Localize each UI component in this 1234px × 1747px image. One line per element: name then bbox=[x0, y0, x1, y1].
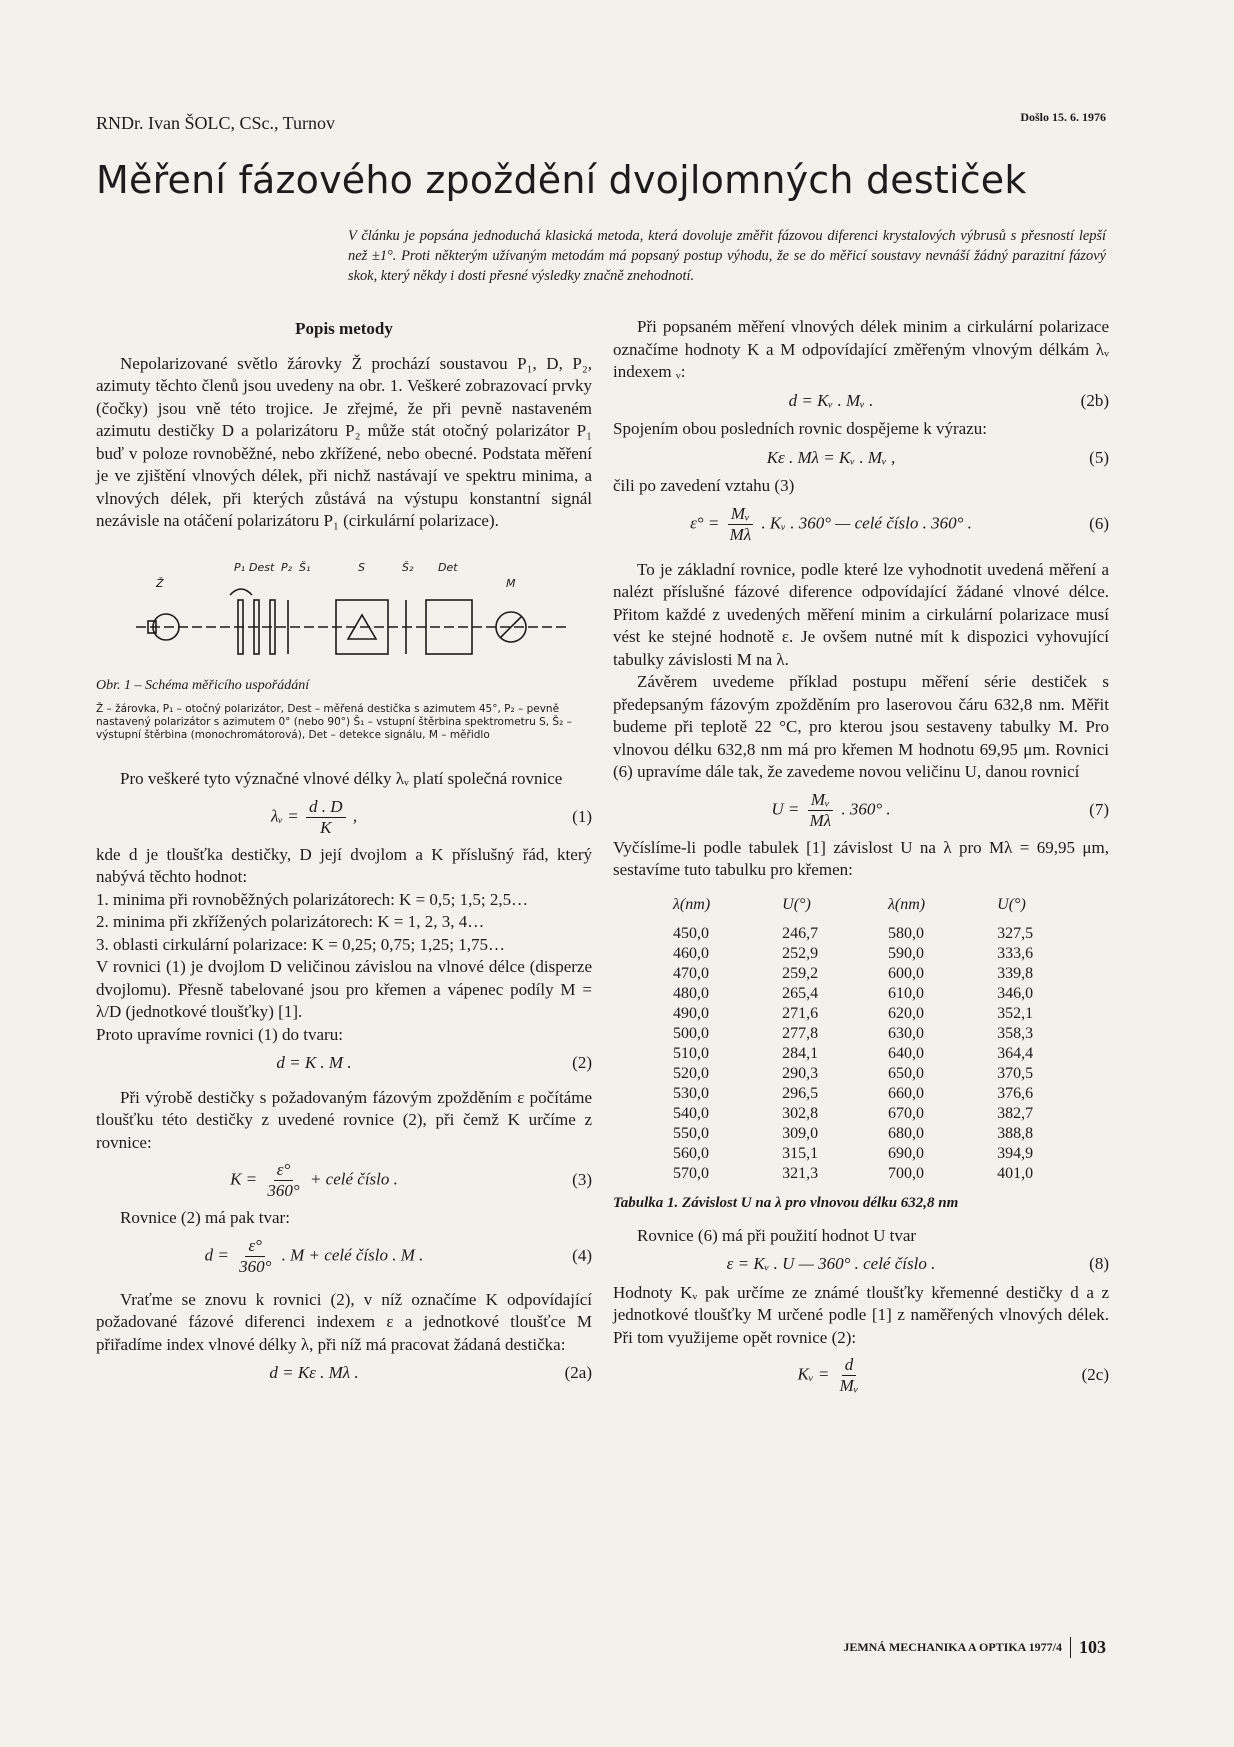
table-cell: 394,9 bbox=[997, 1145, 1034, 1162]
table-cell: 358,3 bbox=[997, 1025, 1034, 1042]
table-cell: 600,0 bbox=[887, 965, 924, 982]
left-column bbox=[96, 318, 592, 1391]
label-p2: P₂ bbox=[281, 560, 293, 574]
table-cell: 401,0 bbox=[997, 1165, 1034, 1182]
eq-tail: , bbox=[352, 805, 358, 825]
label-s: S bbox=[358, 560, 365, 574]
paragraph: Rovnice (6) má při použití hodnot U tvar bbox=[637, 1225, 917, 1245]
figure-legend: Ž – žárovka, P₁ – otočný polarizátor, Dest – měřená destička s azimutem 45°, P₂ – pevně nastavený polarizátor s azimutem 0° (nebo 90°) Š₁ – vstupní štěrbina spektrometru S, Š₂ – výstupní štěrbina (monochromátorová), Det – detekce signálu, M – měřidlo bbox=[96, 703, 572, 741]
table-cell: 480,0 bbox=[673, 985, 709, 1002]
page-number: 103 bbox=[1070, 1637, 1106, 1658]
label-meter: M bbox=[506, 576, 516, 590]
table-cell: 309,0 bbox=[782, 1125, 819, 1142]
table-cell: 530,0 bbox=[673, 1085, 709, 1102]
list-item: 1. minima při rovnoběžných polarizátorech: K = 0,5; 1,5; 2,5… bbox=[96, 889, 529, 909]
author-line: RNDr. Ivan ŠOLC, CSc., Turnov bbox=[96, 113, 336, 133]
table-body bbox=[673, 924, 1103, 1184]
table-cell: 650,0 bbox=[887, 1065, 924, 1082]
table-cell: 259,2 bbox=[782, 965, 819, 982]
table-cell: 490,0 bbox=[673, 1005, 709, 1022]
fraction-denominator: K bbox=[320, 817, 332, 837]
paragraph: To je základní rovnice, podle které lze vyhodnotit uvedená měření a nalézt příslušné fázové diference odpovídající žádané vlnové délce. Přitom každé z uvedených měření minim a cirkulární polarizace musí vést ke stejné hodnotě ε. Je ovšem nutné mít k dispozici vyhovující tabulky závislosti M na λ. bbox=[613, 559, 1109, 669]
equation-4 bbox=[96, 1236, 592, 1277]
table-cell: 382,7 bbox=[997, 1105, 1034, 1122]
table-cell: 700,0 bbox=[887, 1165, 924, 1182]
eq-body: ε = Kᵥ . U — 360° . celé číslo . bbox=[726, 1254, 936, 1273]
eq-lhs: λᵥ = bbox=[270, 805, 299, 825]
table-cell: 388,8 bbox=[997, 1125, 1034, 1142]
page-footer bbox=[843, 1637, 1106, 1658]
equation-7 bbox=[613, 790, 1109, 831]
paragraph: Při popsaném měření vlnových délek minim a cirkulární polarizace označíme hodnoty K a M odpovídající změřeným vlnovým délkám λᵥ indexem ᵥ: bbox=[613, 317, 1109, 381]
fraction bbox=[236, 1236, 274, 1277]
equation-number: (2b) bbox=[1080, 390, 1109, 410]
table-cell: 540,0 bbox=[673, 1105, 709, 1122]
article-title: Měření fázového zpoždění dvojlomných destiček bbox=[96, 158, 1027, 202]
paragraph: kde d je tloušťka destičky, D její dvojlom a K příslušný řád, který nabývá těchto hodnot: bbox=[96, 844, 592, 886]
eq-body: d = Kε . Mλ . bbox=[269, 1363, 359, 1382]
eq-tail: . M + celé číslo . M . bbox=[281, 1244, 424, 1264]
equation-number: (8) bbox=[1089, 1254, 1109, 1273]
table-cell: 376,6 bbox=[997, 1085, 1034, 1102]
equation-2 bbox=[96, 1052, 592, 1075]
table-cell: 333,6 bbox=[997, 945, 1034, 962]
schema-diagram bbox=[96, 555, 592, 673]
table-row bbox=[673, 1104, 1103, 1124]
fraction-numerator: d . D bbox=[306, 797, 346, 818]
table-cell: 520,0 bbox=[673, 1065, 709, 1082]
eq-lhs: d = bbox=[204, 1244, 229, 1264]
table-row bbox=[673, 1124, 1103, 1144]
table-header: U(°) bbox=[782, 895, 811, 913]
table-cell: 630,0 bbox=[887, 1025, 924, 1042]
label-dest: Dest bbox=[249, 560, 275, 574]
table-cell: 640,0 bbox=[887, 1045, 924, 1062]
paragraph: Závěrem uvedeme příklad postupu měření série destiček s předepsaným fázovým zpožděním pro laserovou čáru 632,8 nm. Měřit budeme při teplotě 22 °C, pro kterou jsou sestaveny tabulky M. Pro vlnovou délku 632,8 nm má pro křemen M hodnotu 69,95 μm. Rovnici (6) upravíme dále tak, že zavedeme novou veličinu U, danou rovnicí bbox=[613, 672, 1109, 781]
paragraph: Spojením obou posledních rovnic dospějeme k výrazu: bbox=[613, 419, 987, 438]
table-cell: 510,0 bbox=[673, 1045, 709, 1062]
table-cell: 570,0 bbox=[673, 1165, 709, 1182]
table-cell: 364,4 bbox=[997, 1045, 1034, 1062]
equation-1 bbox=[96, 797, 592, 838]
table-row bbox=[673, 1084, 1103, 1104]
paragraph: Vyčíslíme-li podle tabulek [1] závislost U na λ pro Mλ = 69,95 μm, sestavíme tuto tabulku pro křemen: bbox=[613, 837, 1109, 879]
table-cell: 580,0 bbox=[887, 925, 924, 942]
table-cell: 271,6 bbox=[782, 1005, 819, 1022]
table-cell: 690,0 bbox=[887, 1145, 924, 1162]
table-cell: 550,0 bbox=[673, 1125, 709, 1142]
table-cell: 277,8 bbox=[782, 1025, 819, 1042]
table-cell: 560,0 bbox=[673, 1145, 709, 1162]
paragraph: Nepolarizované světlo žárovky Ž prochází soustavou P₁, D, P₂, azimuty těchto členů jsou uvedeny na obr. 1. Veškeré zobrazovací prvky (čočky) jsou vně této trojice. Je zřejmé, že při pevně nastaveném azimutu destičky D a polarizátoru P₂ může stát otočný polarizátor P₁ buď v poloze rovnoběžné, nebo zkřížené, nebo obecné. Podstata měření je ve zjištění vlnových délek, při nichž nastávají ve spektru minima, a vlnových délek, při kterých zůstává na výstupu konstantní signál nezávisle na otáčení polarizátoru P₁ (cirkulární polarizace). bbox=[96, 353, 592, 530]
fraction bbox=[306, 797, 346, 838]
fraction-denominator: Mλ bbox=[809, 810, 832, 830]
table-row bbox=[673, 1064, 1103, 1084]
table-cell: 500,0 bbox=[673, 1025, 709, 1042]
table-cell: 670,0 bbox=[887, 1105, 924, 1122]
equation-number: (3) bbox=[572, 1170, 592, 1190]
label-s2: Š₂ bbox=[402, 560, 414, 574]
data-table bbox=[673, 892, 1103, 1185]
table-cell: 620,0 bbox=[887, 1005, 924, 1022]
section-heading: Popis metody bbox=[295, 319, 393, 338]
table-header: U(°) bbox=[997, 895, 1026, 913]
abstract: V článku je popsána jednoduchá klasická metoda, která dovoluje změřit fázovou diferenci krystalových výbrusů s přesností lepší než ±1°. Proti některým užívaným metodám má popsaný postup výhodu, že se do měřicí soustavy nevnáší žádný parazitní fázový skok, který někdy i dosti přesné výsledky značně znehodnotí. bbox=[348, 228, 1106, 284]
table-row bbox=[673, 964, 1103, 984]
table-row bbox=[673, 1024, 1103, 1044]
fraction-numerator: d bbox=[842, 1355, 857, 1376]
table-cell: 660,0 bbox=[887, 1085, 924, 1102]
table-cell: 610,0 bbox=[887, 985, 924, 1002]
table-cell: 339,8 bbox=[997, 965, 1034, 982]
label-p1: P₁ bbox=[234, 560, 246, 574]
journal-name: JEMNÁ MECHANIKA A OPTIKA 1977/4 bbox=[843, 1640, 1062, 1654]
table-cell: 590,0 bbox=[887, 945, 924, 962]
table-cell: 680,0 bbox=[887, 1125, 924, 1142]
table-cell: 296,5 bbox=[782, 1085, 819, 1102]
table-header: λ(nm) bbox=[673, 895, 711, 913]
table-caption: Tabulka 1. Závislost U na λ pro vlnovou délku 632,8 nm bbox=[613, 1195, 959, 1211]
equation-5 bbox=[613, 447, 1109, 470]
equation-2a bbox=[96, 1362, 592, 1385]
paragraph: Rovnice (2) má pak tvar: bbox=[120, 1208, 290, 1227]
table-cell: 460,0 bbox=[673, 945, 709, 962]
table-cell: 327,5 bbox=[997, 925, 1034, 942]
eq-tail: . Kᵥ . 360° — celé číslo . 360° . bbox=[761, 512, 972, 532]
paragraph: V rovnici (1) je dvojlom D veličinou závislou na vlnové délce (disperze dvojlomu). Přesně tabelované jsou pro křemen a vápenec podíly M = λ/D (jednotkové tloušťky) [1]. bbox=[96, 957, 592, 1021]
eq-tail: . 360° . bbox=[841, 798, 891, 818]
equation-number: (6) bbox=[1089, 513, 1109, 533]
fraction-numerator: Mᵥ bbox=[808, 790, 833, 811]
eq-lhs: K = bbox=[230, 1169, 258, 1189]
table-cell: 450,0 bbox=[673, 925, 709, 942]
paragraph: Hodnoty Kᵥ pak určíme ze známé tloušťky křemenné destičky d a z jednotkové tloušťky M určené podle [1] z naměřených vlnových délek. Při tom využijeme opět rovnice (2): bbox=[613, 1282, 1109, 1347]
label-lamp: Ž bbox=[156, 576, 164, 590]
eq-lhs: ε° = bbox=[690, 512, 720, 532]
eq-tail: + celé číslo . bbox=[309, 1169, 398, 1189]
equation-number: (1) bbox=[572, 806, 592, 826]
equation-2b bbox=[613, 390, 1109, 413]
table-cell: 302,8 bbox=[782, 1105, 819, 1122]
table-row bbox=[673, 944, 1103, 964]
equation-2c bbox=[613, 1355, 1109, 1396]
table-row bbox=[673, 1044, 1103, 1064]
table-row bbox=[673, 1164, 1103, 1184]
equation-8 bbox=[613, 1253, 1109, 1276]
paragraph: čili po zavedení vztahu (3) bbox=[613, 476, 795, 495]
fraction-numerator: Mᵥ bbox=[728, 504, 753, 525]
list-item: 2. minima při zkřížených polarizátorech: K = 1, 2, 3, 4… bbox=[96, 912, 485, 931]
fraction-denominator: Mᵥ bbox=[839, 1376, 859, 1395]
table-cell: 352,1 bbox=[997, 1005, 1034, 1022]
table-cell: 252,9 bbox=[782, 945, 819, 962]
table-cell: 321,3 bbox=[782, 1165, 819, 1182]
paragraph: Proto upravíme rovnici (1) do tvaru: bbox=[96, 1024, 343, 1044]
table-cell: 290,3 bbox=[782, 1065, 819, 1082]
table-row bbox=[673, 1004, 1103, 1024]
fraction bbox=[727, 504, 755, 545]
equation-number: (2c) bbox=[1081, 1365, 1109, 1385]
label-det: Det bbox=[438, 560, 458, 574]
paragraph: Při výrobě destičky s požadovaným fázovým zpožděním ε počítáme tloušťku této destičky z uvedené rovnice (2), při čemž K určíme z rovnice: bbox=[96, 1087, 592, 1152]
eq-lhs: U = bbox=[771, 798, 800, 818]
equation-number: (2) bbox=[572, 1053, 592, 1072]
table-row bbox=[673, 924, 1103, 944]
equation-number: (7) bbox=[1089, 799, 1109, 819]
paragraph: Pro veškeré tyto význačné vlnové délky λᵥ platí společná rovnice bbox=[120, 769, 563, 788]
equation-3 bbox=[96, 1160, 592, 1201]
fraction bbox=[837, 1355, 862, 1396]
table-cell: 470,0 bbox=[673, 965, 709, 982]
right-column bbox=[613, 316, 1109, 1402]
equation-number: (4) bbox=[572, 1245, 592, 1265]
equation-number: (2a) bbox=[564, 1363, 592, 1382]
table-row bbox=[673, 984, 1103, 1004]
table-cell: 284,1 bbox=[782, 1045, 819, 1062]
table-row bbox=[673, 1144, 1103, 1164]
paragraph: Vraťme se znovu k rovnici (2), v níž označíme K odpovídající požadované fázové diferenci indexem ε a jednotkové tloušťce M přiřadíme index vlnové délky λ, při níž má pracovat žádaná destička: bbox=[96, 1289, 592, 1354]
equation-number: (5) bbox=[1089, 447, 1109, 467]
fraction-numerator: ε° bbox=[274, 1160, 294, 1181]
eq-lhs: Kᵥ = bbox=[797, 1364, 830, 1384]
fraction bbox=[264, 1160, 302, 1201]
table-cell: 346,0 bbox=[997, 985, 1034, 1002]
table-cell: 370,5 bbox=[997, 1065, 1034, 1082]
label-s1: Š₁ bbox=[299, 560, 311, 574]
fraction-numerator: ε° bbox=[245, 1236, 265, 1257]
table-cell: 315,1 bbox=[782, 1145, 819, 1162]
list-item: 3. oblasti cirkulární polarizace: K = 0,25; 0,75; 1,25; 1,75… bbox=[96, 934, 506, 954]
eq-body: d = Kᵥ . Mᵥ . bbox=[788, 390, 874, 410]
table-header: λ(nm) bbox=[887, 895, 926, 913]
figure-schema bbox=[96, 555, 592, 673]
table-cell: 246,7 bbox=[782, 925, 819, 942]
table-cell: 265,4 bbox=[782, 985, 819, 1002]
figure-caption: Obr. 1 – Schéma měřicího uspořádání bbox=[96, 677, 310, 693]
equation-6 bbox=[613, 504, 1109, 545]
fraction-denominator: 360° bbox=[239, 1256, 272, 1276]
fraction bbox=[807, 790, 835, 831]
received-date: Došlo 15. 6. 1976 bbox=[1020, 110, 1106, 124]
eq-body: d = K . M . bbox=[276, 1053, 352, 1072]
fraction-denominator: Mλ bbox=[729, 524, 752, 544]
fraction-denominator: 360° bbox=[267, 1181, 300, 1200]
eq-body: Kε . Mλ = Kᵥ . Mᵥ , bbox=[766, 447, 896, 467]
